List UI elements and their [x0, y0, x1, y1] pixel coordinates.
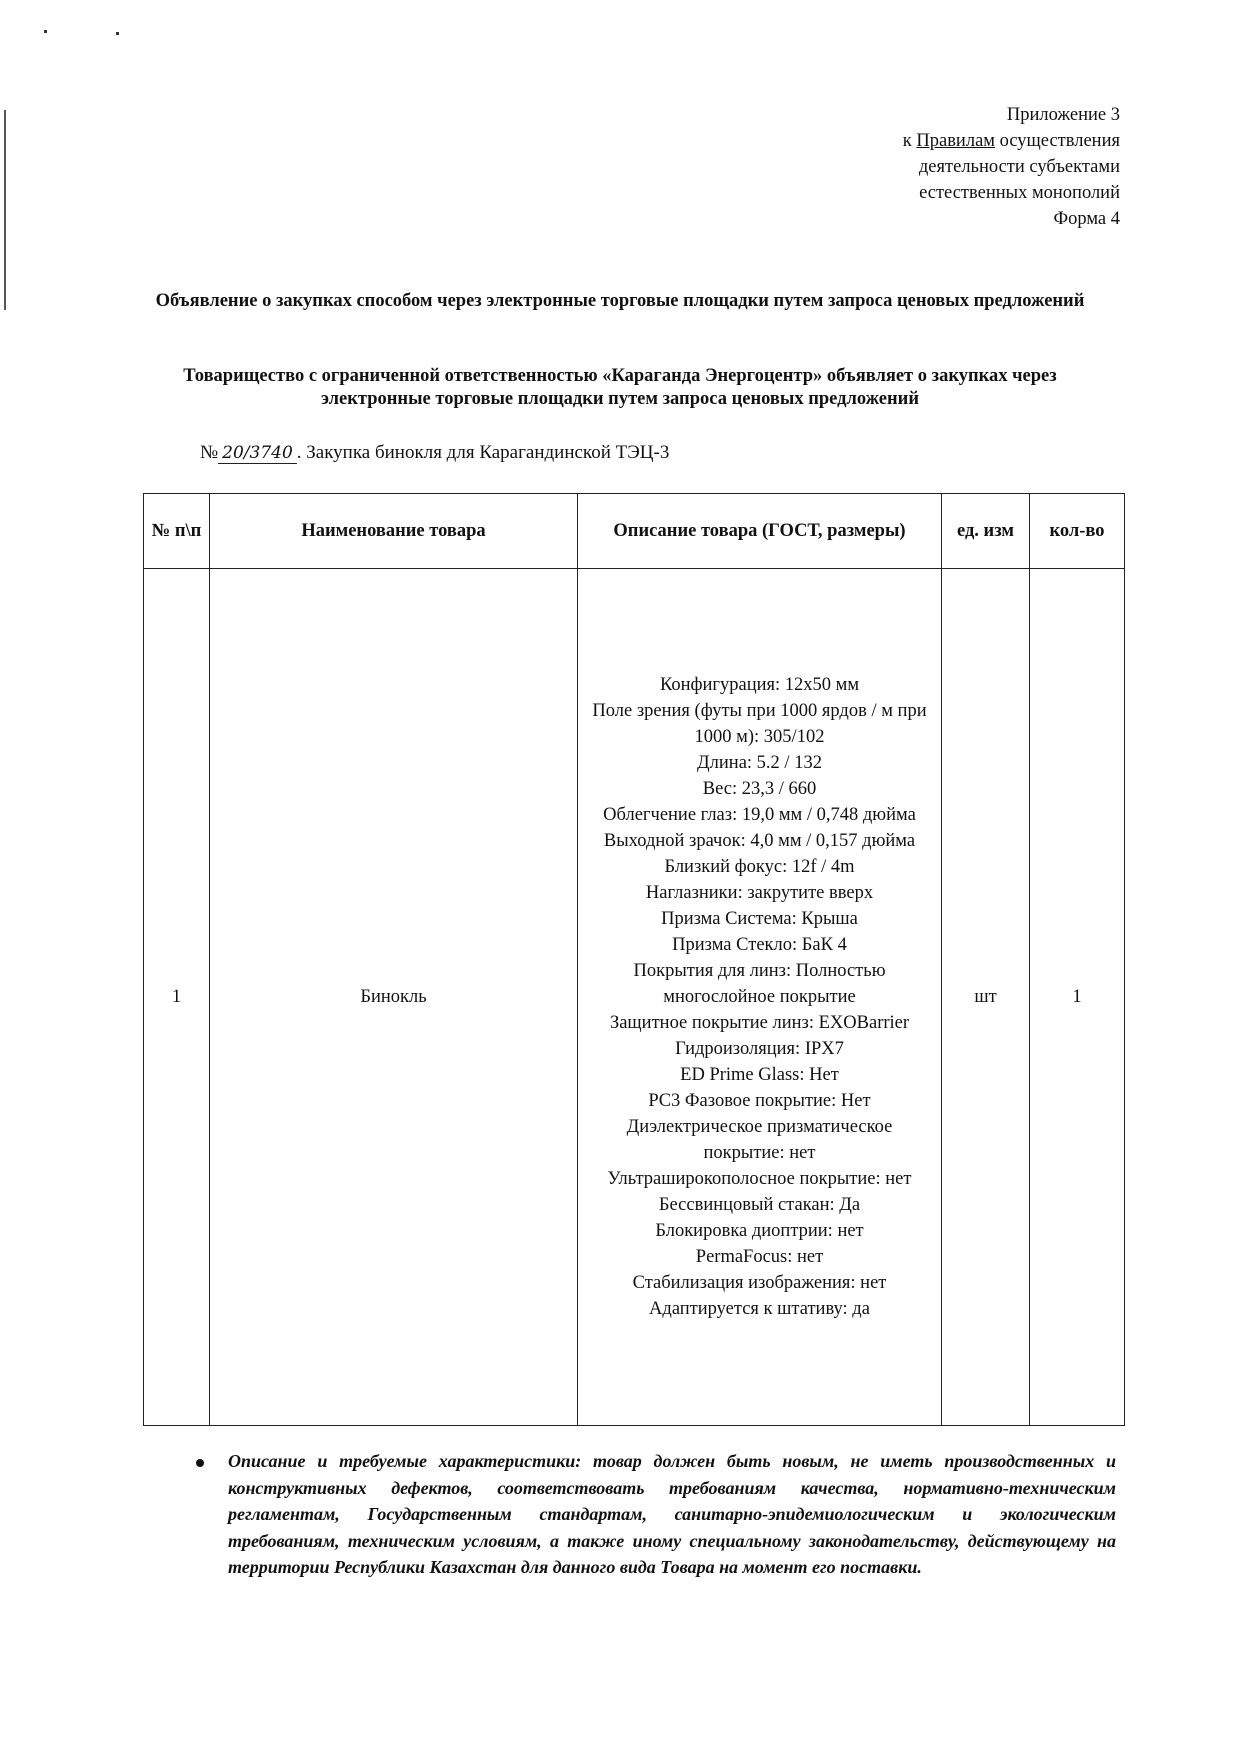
- spec-line: ED Prime Glass: Нет: [680, 1065, 839, 1085]
- spec-line: Призма Система: Крыша: [661, 909, 858, 929]
- spec-line: PC3 Фазовое покрытие: Нет: [648, 1091, 871, 1111]
- requirements-note: [198, 1448, 1116, 1581]
- spec-line: Длина: 5.2 / 132: [697, 753, 822, 773]
- appendix-line: [700, 128, 1120, 154]
- lot-line: [200, 440, 669, 466]
- spec-line: Конфигурация: 12x50 мм: [659, 675, 860, 695]
- spec-line: Вес: 23,3 / 660: [702, 779, 817, 799]
- spec-line: Наглазники: закрутите вверх: [645, 883, 874, 903]
- header-unit: ед. изм: [942, 494, 1030, 569]
- spec-line: Защитное покрытие линз: EXOBarrier: [609, 1013, 910, 1033]
- lot-prefix: №: [200, 442, 219, 463]
- appendix-line: Приложение 3: [1006, 105, 1120, 125]
- header-description: Описание товара (ГОСТ, размеры): [578, 494, 942, 569]
- organizer-text: Товарищество с ограниченной ответственностью «Караганда Энергоцентр» объявляет о закупках через электронные торговые площадки путем запроса ценовых предложений: [183, 366, 1057, 409]
- cell-description: [578, 569, 942, 1426]
- spec-line: Ультраширокополосное покрытие: нет: [607, 1169, 912, 1189]
- scan-artifact-dot: [116, 32, 119, 35]
- appendix-line: естественных монополий: [919, 183, 1120, 203]
- rules-link[interactable]: Правилам: [916, 131, 995, 151]
- cell-qty: 1: [1030, 569, 1125, 1426]
- appendix-header: [700, 102, 1120, 232]
- spec-line: Поле зрения (футы при 1000 ярдов / м при 1000 м): 305/102: [592, 701, 927, 747]
- spec-line: Бессвинцовый стакан: Да: [658, 1195, 861, 1215]
- spec-line: Гидроизоляция: IPX7: [675, 1039, 844, 1059]
- appendix-text: к: [902, 131, 917, 151]
- spec-line: Призма Стекло: БаК 4: [672, 935, 847, 955]
- header-name: Наименование товара: [210, 494, 578, 569]
- requirements-note-text: Описание и требуемые характеристики: товар должен быть новым, не иметь производственных и конструктивных дефектов, соответствовать требованиям качества, нормативно-техническим регламентам, Государственным стандартам, санитарно-эпидемиологическим и экологическим требованиям, техническим условиям, а также иному специальному законодательству, действующему на территории Республики Казахстан для данного вида Товара на момент его поставки.: [228, 1451, 1116, 1577]
- cell-num: 1: [144, 569, 210, 1426]
- spec-line: Покрытия для линз: Полностью многослойное покрытие: [633, 961, 886, 1007]
- items-table: [143, 493, 1125, 1426]
- scan-artifact-dot: [44, 30, 47, 33]
- scan-artifact-left-edge: [4, 110, 6, 310]
- appendix-text: осуществления: [994, 131, 1120, 151]
- table-header-row: [144, 494, 1125, 569]
- header-num: № п\п: [144, 494, 210, 569]
- spec-line: Стабилизация изображения: нет: [632, 1273, 887, 1293]
- appendix-form-number: Форма 4: [1053, 209, 1120, 229]
- appendix-line: деятельности субъектами: [918, 157, 1120, 177]
- spec-line: Выходной зрачок: 4,0 мм / 0,157 дюйма: [603, 831, 916, 851]
- lot-number: 20/3740: [218, 443, 297, 464]
- spec-line: Диэлектрическое призматическое покрытие: нет: [626, 1117, 893, 1163]
- spec-line: Близкий фокус: 12f / 4m: [664, 857, 855, 877]
- spec-line: Адаптируется к штативу: да: [649, 1299, 870, 1319]
- cell-unit: шт: [942, 569, 1030, 1426]
- announcement-title: Объявление о закупках способом через электронные торговые площадки путем запроса ценовых предложений: [155, 291, 1085, 311]
- lot-description: . Закупка бинокля для Карагандинской ТЭЦ-3: [296, 442, 670, 463]
- header-qty: кол-во: [1030, 494, 1125, 569]
- spec-line: PermaFocus: нет: [695, 1247, 824, 1267]
- cell-name: Бинокль: [210, 569, 578, 1426]
- spec-line: Облегчение глаз: 19,0 мм / 0,748 дюйма: [603, 805, 916, 825]
- spec-line: Блокировка диоптрии: нет: [655, 1221, 864, 1241]
- table-row: [144, 569, 1125, 1426]
